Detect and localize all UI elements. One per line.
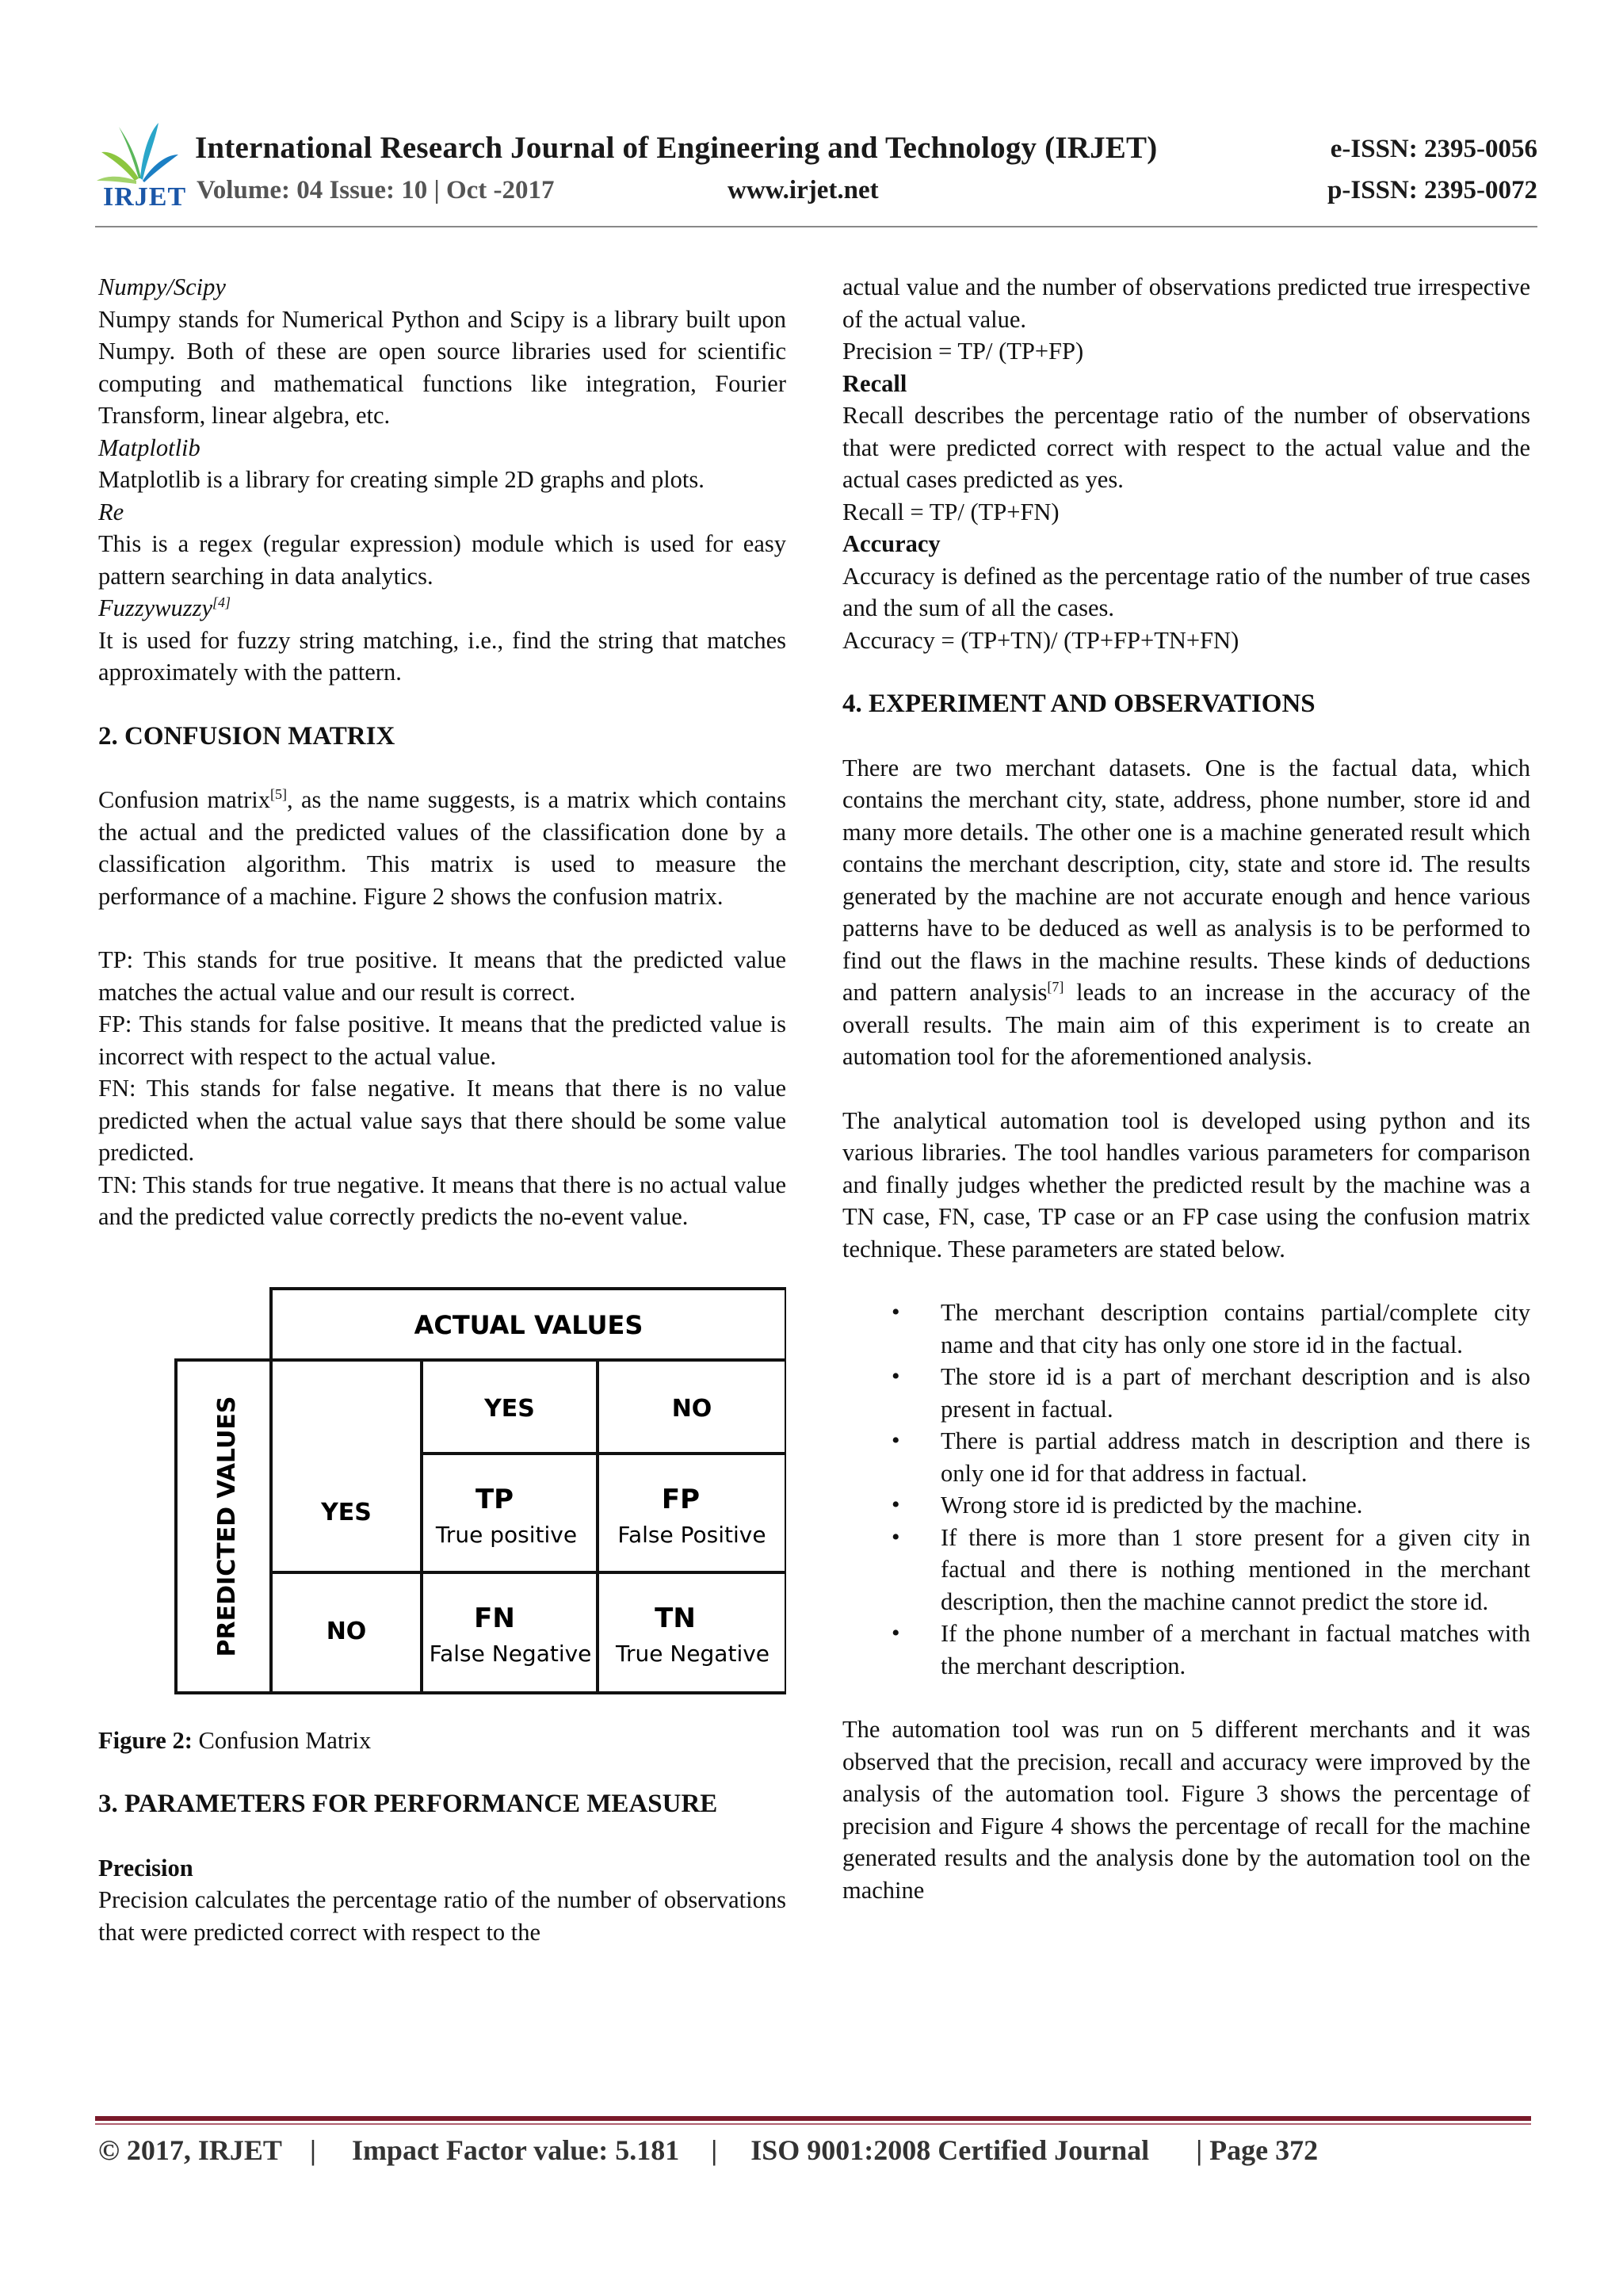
list-item: • There is partial address match in description and there is only one id for that address in factual. xyxy=(941,1425,1530,1489)
confusion-matrix-diagram xyxy=(98,1233,786,1709)
recall-paragraph: Recall describes the percentage ratio of the number of observations that were predicted correct with respect to the actual value and the actual cases predicted as yes. xyxy=(842,402,1530,493)
list-item: • The store id is a part of merchant description and is also present in factual. xyxy=(941,1361,1530,1425)
volume-issue: Volume: 04 Issue: 10 | Oct -2017 xyxy=(197,176,555,204)
re-paragraph: This is a regex (regular expression) module which is used for easy pattern searching in data analytics. xyxy=(98,530,786,590)
predicted-values-label: PREDICTED VALUES xyxy=(213,1396,241,1656)
fn-cell: FN xyxy=(474,1602,515,1634)
precision-subheading: Precision xyxy=(98,1854,193,1881)
experiment-paragraph-1: There are two merchant datasets. One is the factual data, which contains the merchant city, state, address, phone number, store id and many more details. The other one is a machine generated result which contains the merchant description, city, state and store id. The results generated by the machine are not accurate enough and hence various patterns have to be deduced as well as analysis is to be performed to find out the flaws in the machine results. These kinds of deductions and pattern analysis[7] leads to an increase in the accuracy of the overall results. The main aim of this experiment is to create an automation tool for the aforementioned analysis. xyxy=(842,754,1530,1070)
left-column xyxy=(98,271,786,1948)
tp-cell: TP xyxy=(475,1483,514,1515)
list-item: • The merchant description contains partial/complete city name and that city has only one store id in the factual. xyxy=(941,1297,1530,1361)
footer-divider-thin xyxy=(95,2123,1531,2125)
fn-definition: FN: This stands for false negative. It means that there is no value predicted when the actual value says that there should be some value predicted. xyxy=(98,1075,786,1166)
header-divider xyxy=(95,226,1537,227)
accuracy-paragraph: Accuracy is defined as the percentage ratio of the number of true cases and the sum of all the cases. xyxy=(842,562,1530,621)
list-item: • If there is more than 1 store present for a given city in factual and there is nothing mentioned in the merchant description, then the machine cannot predict the store id. xyxy=(941,1522,1530,1618)
citation-ref: [4] xyxy=(212,594,231,610)
citation-ref: [7] xyxy=(1047,978,1064,995)
pissn: p-ISSN: 2395-0072 xyxy=(1327,176,1537,204)
footer-copyright: © 2017, IRJET xyxy=(98,2134,282,2166)
footer-divider xyxy=(95,2116,1531,2121)
footer-iso: ISO 9001:2008 Certified Journal xyxy=(750,2134,1150,2166)
precision-formula: Precision = TP/ (TP+FP) xyxy=(842,338,1084,365)
list-item: • Wrong store id is predicted by the machine. xyxy=(941,1489,1530,1522)
experiment-paragraph-2: The analytical automation tool is developed using python and its various libraries. The tool handles various parameters for comparison and finally judges whether the predicted result by the machine was a TN case, FN, case, TP case or an FP case using the confusion matrix technique. These parameters are stated below. xyxy=(842,1106,1530,1263)
page-footer xyxy=(98,2134,1318,2167)
section-2-heading: 2. CONFUSION MATRIX xyxy=(98,721,395,751)
fuzzywuzzy-paragraph: It is used for fuzzy string matching, i.e., find the string that matches approximately with the pattern. xyxy=(98,626,786,686)
fp-cell: FP xyxy=(661,1483,701,1515)
footer-impact-factor: Impact Factor value: 5.181 xyxy=(351,2134,680,2166)
tn-cell: TN xyxy=(655,1602,696,1634)
fn-cell-sub: False Negative xyxy=(429,1640,592,1667)
experiment-paragraph-3: The automation tool was run on 5 different merchants and it was observed that the precision, recall and accuracy were improved by the analysis of the automation tool. Figure 3 shows the percentage of precision and Figure 4 shows the percentage of recall for the machine generated results and the analysis done by the automation tool on the machine xyxy=(842,1716,1530,1904)
numpy-paragraph: Numpy stands for Numerical Python and Scipy is a library built upon Numpy. Both of these are open source libraries used for scientific computing and mathematical functions like integration, Fourier Transform, linear algebra, etc. xyxy=(98,305,786,429)
page-header xyxy=(95,119,1537,230)
col-no-label: NO xyxy=(671,1394,712,1423)
tp-definition: TP: This stands for true positive. It means that the predicted value matches the actual value and our result is correct. xyxy=(98,946,786,1006)
accuracy-formula: Accuracy = (TP+TN)/ (TP+FP+TN+FN) xyxy=(842,626,1239,654)
figure-2-caption: Figure 2: Confusion Matrix xyxy=(98,1726,372,1754)
website-link[interactable]: www.irjet.net xyxy=(727,176,879,204)
confusion-matrix-figure xyxy=(98,1233,786,1709)
fp-definition: FP: This stands for false positive. It means that the predicted value is incorrect with respect to the actual value. xyxy=(98,1010,786,1070)
re-subheading: Re xyxy=(98,498,124,525)
tn-definition: TN: This stands for true negative. It means that there is no actual value and the predicted value correctly predicts the no-event value. xyxy=(98,1171,786,1230)
footer-separator: | xyxy=(309,2134,316,2166)
right-column xyxy=(842,271,1530,1906)
tn-cell-sub: True Negative xyxy=(615,1640,770,1667)
footer-separator: | xyxy=(711,2134,718,2166)
precision-paragraph: Precision calculates the percentage ratio of the number of observations that were predicted correct with respect to the xyxy=(98,1886,786,1946)
row-yes-label: YES xyxy=(321,1498,372,1526)
recall-formula: Recall = TP/ (TP+FN) xyxy=(842,498,1060,525)
precision-paragraph-cont: actual value and the number of observations predicted true irrespective of the actual value. xyxy=(842,273,1530,333)
section-3-heading: 3. PARAMETERS FOR PERFORMANCE MEASURE xyxy=(98,1790,718,1818)
tp-cell-sub: True positive xyxy=(435,1521,578,1548)
footer-page-number: | Page 372 xyxy=(1196,2134,1319,2166)
row-no-label: NO xyxy=(326,1617,367,1645)
logo-text: IRJET xyxy=(103,182,187,212)
accuracy-subheading: Accuracy xyxy=(842,530,941,557)
confusion-matrix-intro: Confusion matrix[5], as the name suggests, is a matrix which contains the actual and the predicted values of the classification done by a classification algorithm. This matrix is used to measure the performance of a machine. Figure 2 shows the confusion matrix. xyxy=(98,785,786,910)
col-yes-label: YES xyxy=(484,1394,535,1423)
fp-cell-sub: False Positive xyxy=(617,1521,766,1548)
numpy-subheading: Numpy/Scipy xyxy=(98,273,226,300)
matplotlib-paragraph: Matplotlib is a library for creating simple 2D graphs and plots. xyxy=(98,466,705,493)
list-item: • If the phone number of a merchant in factual matches with the merchant description. xyxy=(941,1618,1530,1682)
matplotlib-subheading: Matplotlib xyxy=(98,434,200,461)
citation-ref: [5] xyxy=(270,785,288,802)
fuzzywuzzy-subheading: Fuzzywuzzy[4] xyxy=(98,594,231,621)
journal-title: International Research Journal of Engineering and Technology (IRJET) xyxy=(195,131,1158,165)
actual-values-label: ACTUAL VALUES xyxy=(414,1309,643,1340)
section-4-heading: 4. EXPERIMENT AND OBSERVATIONS xyxy=(842,690,1316,718)
recall-subheading: Recall xyxy=(842,369,907,397)
eissn: e-ISSN: 2395-0056 xyxy=(1330,135,1537,163)
parameter-list xyxy=(842,1297,1530,1682)
